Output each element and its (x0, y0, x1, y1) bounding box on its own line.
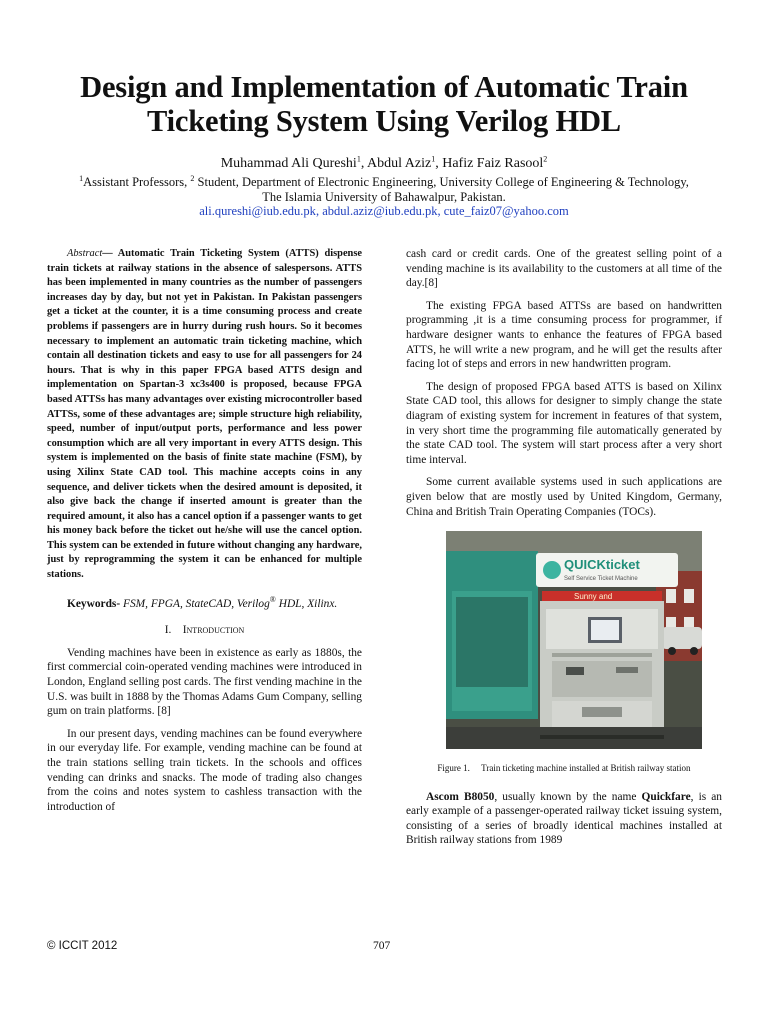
right-paragraph-3: The design of proposed FPGA based ATTS is based on Xilinx State CAD tool, this allows for designer to simply change the state diagram of existing system for increment in features of that system, in very short time the programming file automatically generated by the state CAD tool. The system will start process after a very short time interval. (406, 380, 722, 466)
section-title: Introduction (182, 624, 245, 637)
right-column (406, 247, 722, 848)
affiliation-line-1 (40, 175, 728, 190)
email-line: ali.qureshi@iub.edu.pk, abdul.aziz@iub.edu.pk, cute_faiz07@yahoo.com (199, 204, 569, 218)
photo-illustration (446, 531, 702, 749)
abstract-paragraph (47, 247, 362, 583)
figure-caption (406, 761, 722, 776)
banner-text: Sunny and (574, 592, 613, 602)
ticket-machine-photo (446, 531, 702, 749)
footer-page-number: 707 (373, 940, 391, 952)
paper-title (40, 70, 728, 138)
affil-mark-1: 1 (79, 173, 84, 183)
title-line-1: Design and Implementation of Automatic Train (80, 70, 688, 104)
quickfare-paragraph (406, 790, 722, 848)
title-line-2: Ticketing System Using Verilog HDL (147, 104, 621, 138)
keywords-label: Keywords- (67, 597, 121, 610)
figure-caption-text: Train ticketing machine installed at British railway station (481, 763, 691, 774)
affil-mark-2: 2 (190, 173, 195, 183)
sign-subtext: Self Service Ticket Machine (564, 576, 638, 583)
email-link-2[interactable]: abdul.aziz@iub.edu.pk (322, 204, 438, 218)
affiliation-block (40, 175, 728, 219)
quickfare-bold-1: Ascom B8050 (426, 790, 495, 803)
author-2: Abdul Aziz (367, 156, 432, 171)
registered-mark: ® (269, 594, 276, 604)
quickfare-bold-2: Quickfare (641, 790, 691, 803)
email-link-1[interactable]: ali.qureshi@iub.edu.pk (199, 204, 316, 218)
abstract-body: — Automatic Train Ticketing System (ATTS) dispense train tickets at railway stations in the absence of salespersons. ATTS has been implemented in many countries as the number of passengers increases day by day, but not yet in Pakistan. In Pakistan passengers get a ticket at the counter, it is a time consuming process and create problems if passengers are in hurry during rush hours. So it becomes necessary to implement an automatic train ticketing machine, which contain all destination tickets and easy to use for all passengers for 24 hours. That is why in this paper FPGA based ATTS design and implementation on Spartan-3 xc3s400 is proposed, because FPGA based ATTSs has many advantages over existing microcontroller based ATTSs, some of these advantages are; simple structure high reliability, speed, number of input/output ports, performance and less power consumption which are all very important in every ATTS design. This system is implemented on the basis of finite state machine (FSM), by using Xilinx State CAD tool. This machine accepts coins in any sequence, and deliver tickets when the desired amount is deposited, it also give back the change if inserted amount is greater than the required amount, it also has a cancel option if a passenger wants to get his money back before the ticket out he/she will use the cancel option. This system can be extended in future without changing any hardware, just by reprogramming the system it can be enhanced for multiple stations. (47, 248, 362, 581)
keywords-body-1: FSM, FPGA, StateCAD, Verilog (120, 597, 270, 610)
author-1: Muhammad Ali Qureshi (220, 156, 357, 171)
intro-paragraph-1: Vending machines have been in existence as early as 1880s, the first commercial coin-operated vending machines were introduced in London, England selling post cards. The first vending machine in the U.S. was built in 1888 by the Thomas Adams Gum Company, selling gum on train platforms. [8] (47, 646, 362, 718)
author-3: Hafiz Faiz Rasool (442, 156, 544, 171)
email-link-3[interactable]: cute_faiz07@yahoo.com (443, 204, 569, 218)
section-heading-introduction (47, 623, 362, 638)
quickfare-text-1: , usually known by the name (494, 790, 642, 803)
right-paragraph-4: Some current available systems used in such applications are given below that are mostly used by United Kingdom, Germany, China and British Train Operating Companies (TOCs). (406, 476, 722, 518)
keywords-body-2: HDL, Xilinx. (275, 597, 338, 610)
sign-text: QUICKticket (564, 557, 640, 573)
footer-copyright: © ICCIT 2012 (47, 940, 118, 952)
quickfare-text-2: , is an early example of a passenger-operated railway ticket issuing system, consisting of a series of broadly identical machines installed at British railway stations from 1989 (406, 790, 722, 847)
left-column (47, 247, 362, 814)
keywords-paragraph (47, 594, 362, 612)
figure-label: Figure 1. (437, 763, 470, 774)
affiliation-line-2: The Islamia University of Bahawalpur, Pakistan. (262, 189, 506, 204)
author-3-affil-mark: 2 (543, 154, 548, 164)
section-numeral: I. (164, 624, 172, 637)
author-list: Muhammad Ali Qureshi$^1$, Abdul Aziz$^1$, Hafiz Faiz Rasool$^2$ (220, 154, 548, 171)
author-1-affil-mark: 1 (356, 154, 361, 164)
author-2-affil-mark: 1 (431, 154, 436, 164)
affil-part-1: Assistant Professors, (83, 175, 191, 189)
right-paragraph-1: cash card or credit cards. One of the greatest selling point of a vending machine is its availability to the customers at all time of the day.[8] (406, 248, 722, 290)
abstract-label: Abstract (67, 248, 103, 259)
right-paragraph-2: The existing FPGA based ATTSs are based on handwritten programming ,it is a time consuming process for programmer, if hardware designer wants to enhance the features of FPGA based ATTS, he will write a new program, and he will get the results after facing lot of steps and errors in new handwritten program. (406, 299, 722, 371)
affil-part-2: Student, Department of Electronic Engineering, University College of Engineering & Technology, (194, 175, 689, 189)
intro-paragraph-2: In our present days, vending machines can be found everywhere in our everyday life. For example, vending machine can be found at the train stations selling train tickets. In the schools and offices vending can drinks and snacks. The mode of trading also changes from the coins and notes system to cashless transaction with the introduction of (47, 727, 362, 813)
